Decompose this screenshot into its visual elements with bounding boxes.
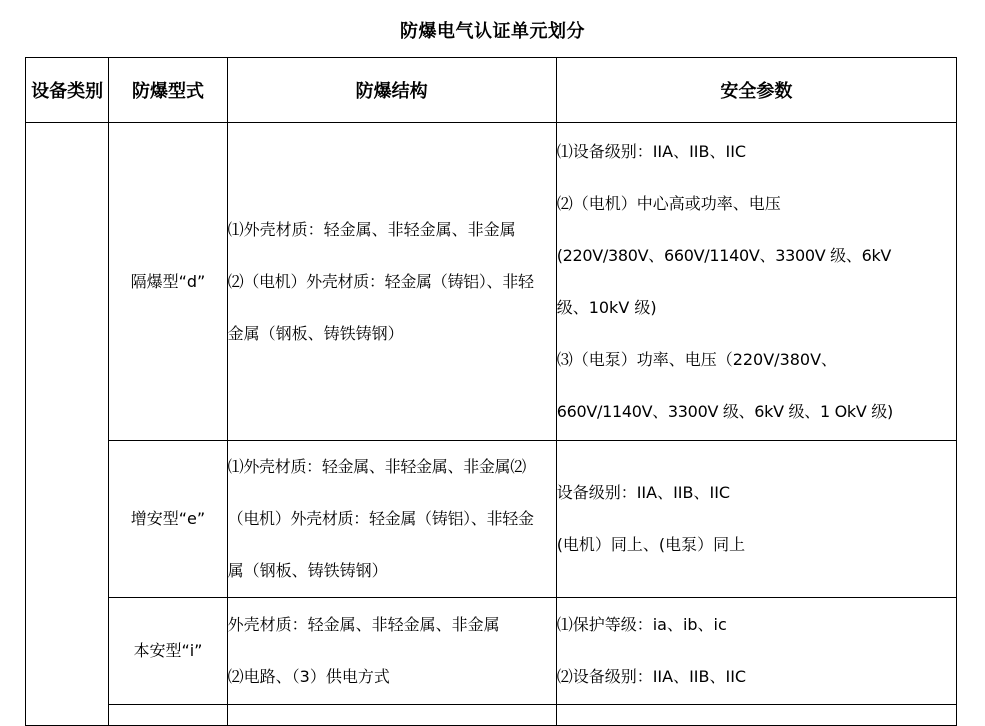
- structure-line: ⑴外壳材质：轻金属、非轻金属、非金属: [227, 219, 516, 239]
- partial-cell: [556, 705, 956, 726]
- protection-type-i: 本安型“i”: [109, 598, 227, 705]
- partial-cell: [227, 705, 556, 726]
- parameter-line: ⑵设备级别：IIA、IIB、IIC: [556, 667, 747, 686]
- parameter-line: (220V/380V、660V/1140V、3300V 级、6kV: [556, 245, 892, 265]
- document-title: 防爆电气认证单元划分: [400, 21, 585, 42]
- header-category: 设备类别: [26, 58, 109, 123]
- certification-unit-table: [25, 57, 957, 726]
- table-row-i: [26, 598, 957, 705]
- table-row-partial: [26, 705, 957, 726]
- table-header-row: [26, 58, 957, 123]
- header-parameters: 安全参数: [556, 58, 956, 123]
- table-row-e: [26, 441, 957, 598]
- structure-line: 外壳材质：轻金属、非轻金属、非金属: [227, 615, 500, 634]
- parameter-line: ⑴保护等级：ia、ib、ic: [556, 615, 727, 634]
- parameter-line: 660V/1140V、3300V 级、6kV 级、1 OkV 级): [556, 401, 893, 421]
- parameter-cell-i: [556, 598, 956, 705]
- structure-line: ⑵电路、（3）供电方式: [227, 667, 390, 686]
- parameter-cell-e: [556, 441, 956, 598]
- protection-type-d: 隔爆型“d”: [109, 123, 227, 441]
- table-row-d: [26, 123, 957, 441]
- structure-line: 金属（钢板、铸铁铸钢）: [227, 323, 404, 343]
- parameter-cell-d: [556, 123, 956, 441]
- structure-cell-i: [227, 598, 556, 705]
- header-protection-type: 防爆型式: [109, 58, 227, 123]
- parameter-line: ⑶（电泵）功率、电压（220V/380V、: [556, 349, 838, 369]
- partial-cell: [109, 705, 227, 726]
- parameter-line: ⑵（电机）中心高或功率、电压: [556, 193, 781, 213]
- parameter-line: 级、10kV 级): [556, 297, 657, 317]
- parameter-line: (电机）同上、(电泵）同上: [556, 535, 746, 554]
- protection-type-e: 增安型“e”: [109, 441, 227, 598]
- parameter-line: 设备级别：IIA、IIB、IIC: [556, 483, 731, 502]
- structure-line: ⑴外壳材质：轻金属、非轻金属、非金属⑵: [227, 457, 526, 476]
- header-structure: 防爆结构: [227, 58, 556, 123]
- structure-line: （电机）外壳材质：轻金属（铸铝）、非轻金: [227, 509, 534, 528]
- structure-cell-e: [227, 441, 556, 598]
- structure-cell-d: [227, 123, 556, 441]
- parameter-line: ⑴设备级别：IIA、IIB、IIC: [556, 141, 747, 161]
- category-cell: [26, 123, 109, 726]
- structure-line: 属（钢板、铸铁铸钢）: [227, 561, 388, 580]
- structure-line: ⑵（电机）外壳材质：轻金属（铸铝）、非轻: [227, 271, 534, 291]
